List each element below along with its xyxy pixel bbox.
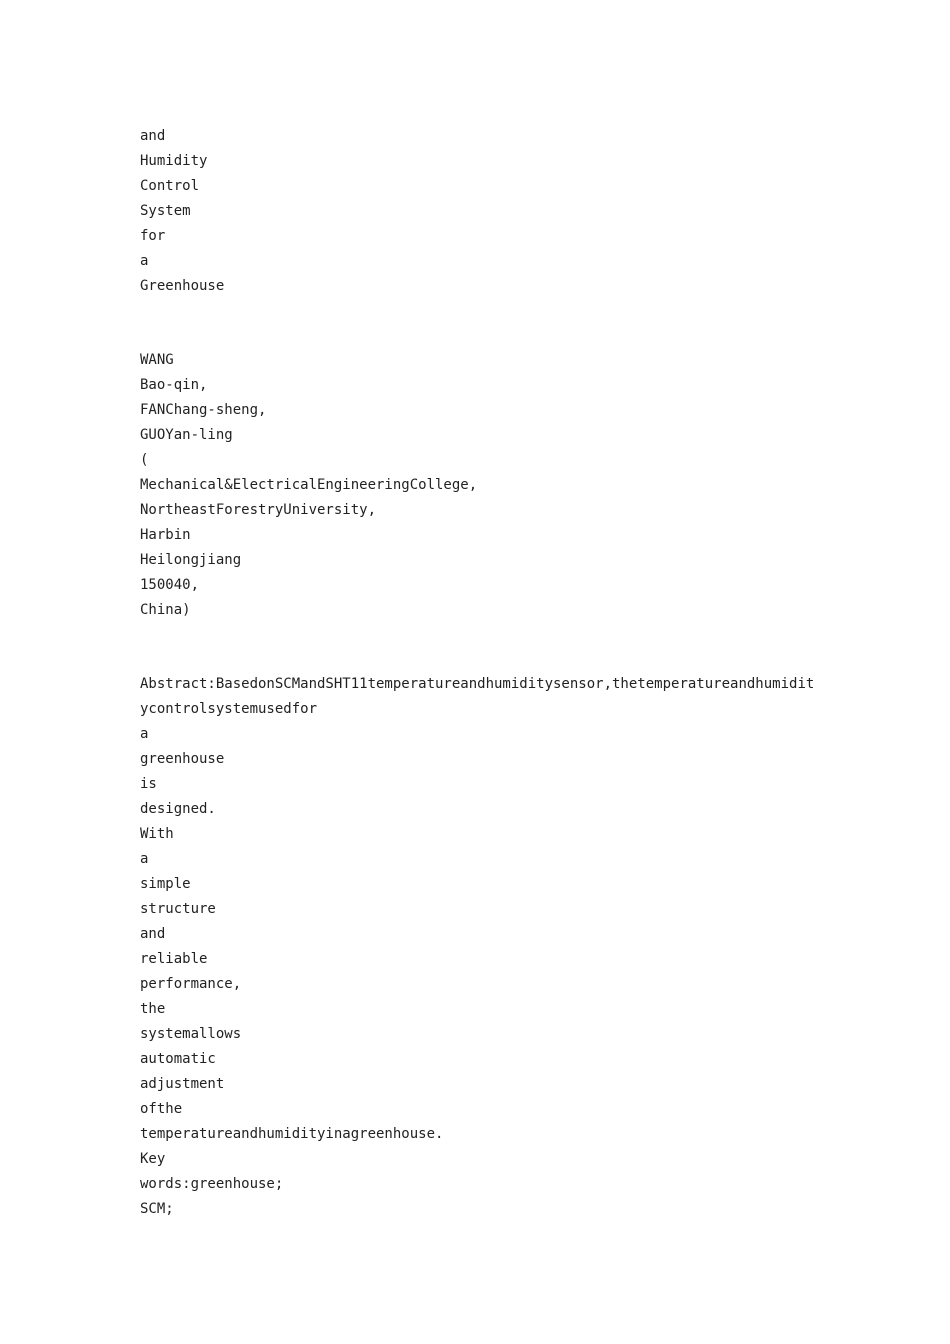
abstract-line: the xyxy=(140,1001,166,1017)
author-line: WANG xyxy=(140,352,174,368)
title-line: a xyxy=(140,253,149,269)
author-line: FANChang-sheng, xyxy=(140,402,267,418)
abstract xyxy=(140,672,830,1222)
paper-title xyxy=(140,124,830,299)
abstract-line: Abstract:BasedonSCMandSHT11temperatureandhumiditysensor,thetemperatureandhumidit xyxy=(140,676,815,692)
author-line: Bao-qin, xyxy=(140,377,208,393)
keywords-line: words:greenhouse; xyxy=(140,1176,284,1192)
affiliation-line: 150040, xyxy=(140,577,200,593)
keywords-line: Key xyxy=(140,1151,166,1167)
affiliation-line: Harbin xyxy=(140,527,191,543)
abstract-line: ycontrolsystemusedfor xyxy=(140,701,318,717)
title-line: for xyxy=(140,228,166,244)
affiliation-line: NortheastForestryUniversity, xyxy=(140,502,377,518)
abstract-line: greenhouse xyxy=(140,751,225,767)
abstract-line: With xyxy=(140,826,174,842)
abstract-line: performance, xyxy=(140,976,242,992)
abstract-line: systemallows xyxy=(140,1026,242,1042)
author-line: GUOYan-ling xyxy=(140,427,233,443)
abstract-line: simple xyxy=(140,876,191,892)
abstract-line: ofthe xyxy=(140,1101,183,1117)
title-line: Humidity xyxy=(140,153,208,169)
title-line: Greenhouse xyxy=(140,278,225,294)
abstract-line: and xyxy=(140,926,166,942)
affiliation-line: Mechanical&ElectricalEngineeringCollege, xyxy=(140,477,478,493)
abstract-line: a xyxy=(140,726,149,742)
keywords-line: SCM; xyxy=(140,1201,174,1217)
abstract-line: designed. xyxy=(140,801,216,817)
affiliation-line: Heilongjiang xyxy=(140,552,242,568)
title-line: System xyxy=(140,203,191,219)
abstract-line: structure xyxy=(140,901,216,917)
abstract-line: adjustment xyxy=(140,1076,225,1092)
abstract-line: temperatureandhumidityinagreenhouse. xyxy=(140,1126,444,1142)
abstract-line: a xyxy=(140,851,149,867)
abstract-line: automatic xyxy=(140,1051,216,1067)
affiliation-line: China) xyxy=(140,602,191,618)
abstract-line: is xyxy=(140,776,157,792)
title-line: and xyxy=(140,128,166,144)
author-affiliation xyxy=(140,348,830,623)
title-line: Control xyxy=(140,178,200,194)
affiliation-line: ( xyxy=(140,452,149,468)
abstract-line: reliable xyxy=(140,951,208,967)
